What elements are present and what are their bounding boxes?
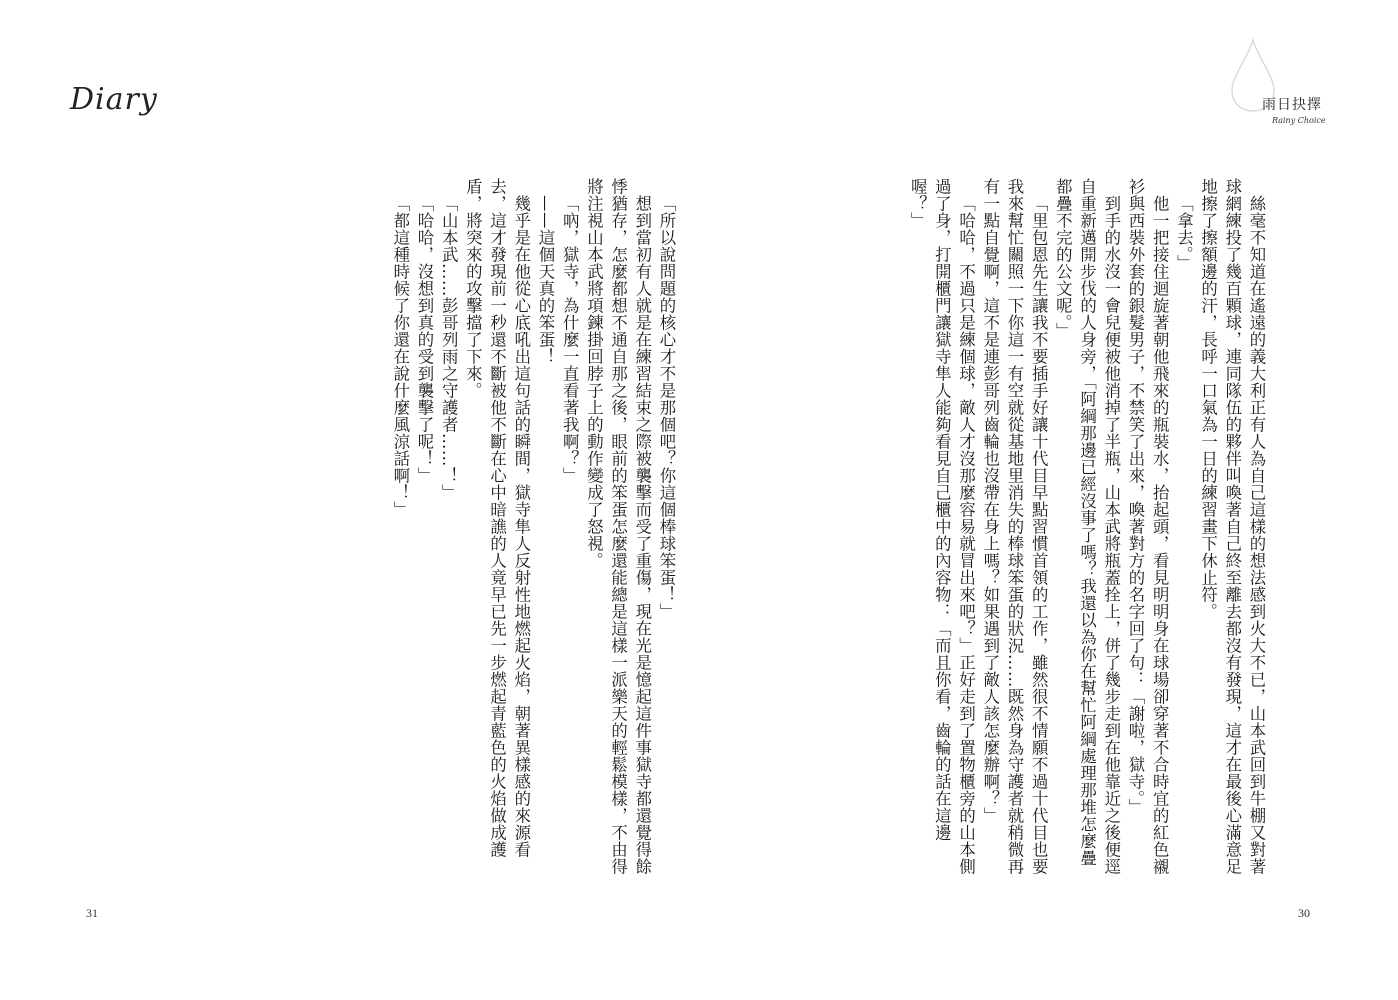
paragraph: 「哈哈，沒想到真的受到襲擊了呢！」 (414, 195, 434, 484)
series-title: 雨日抉擇 (1262, 97, 1322, 113)
paragraph: 絲毫不知道在遙遠的義大利正有人為自己這樣的想法感到火大不已，山本武回到牛棚又對著球網練投了幾百顆球，連同隊伍的夥伴叫喚著自己終至離去都沒有發現，這才在最後心滿意足地擦了擦額邊的汗，長呼一口氣為一日的練習畫下休止符。 (1198, 178, 1266, 875)
series-subtitle: Rainy Choice (1272, 116, 1326, 125)
paragraph: 「吶，獄寺，為什麼一直看著我啊？」 (560, 195, 580, 484)
page-number-left: 31 (86, 906, 98, 920)
paragraph: 幾乎是在他從心底吼出這句話的瞬間，獄寺隼人反射性地燃起火焰，朝著異樣感的來源看去，這才發現前一秒還不斷被他不斷在心中暗譙的人竟早已先一步燃起青藍色的火焰做成護盾，將突來的攻擊擋了下來。 (463, 178, 531, 858)
right-page-body (708, 178, 1268, 878)
paragraph: 「拿去。」 (1174, 195, 1194, 272)
page-number-right: 30 (1298, 906, 1310, 920)
paragraph: 想到當初有人就是在練習結束之際被襲擊而受了重傷，現在光是憶起這件事獄寺都還覺得餘悸猶存，怎麼都想不通自那之後，眼前的笨蛋怎麼還能總是這樣一派樂天的輕鬆模樣，不由得將注視山本武將項鍊掛回脖子上的動作變成了怒視。 (584, 178, 652, 875)
left-page-body (118, 178, 678, 878)
paragraph: 「都這種時候了你還在說什麼風涼話啊！」 (390, 195, 410, 518)
paragraph: ——這個天真的笨蛋！ (535, 195, 555, 365)
paragraph: 「山本武……彭哥列雨之守護者……！」 (439, 195, 459, 501)
paragraph: 到手的水沒一會兒便被他消掉了半瓶，山本武將瓶蓋拴上，併了幾步走到在他靠近之後便逕自重新邁開步伐的人身旁，「阿綱那邊已經沒事了嗎？我還以為你在幫忙阿綱處理那堆怎麼疊都疊不完的公文呢。」 (1053, 178, 1121, 875)
paragraph: 「所以說問題的核心才不是那個吧？你這個棒球笨蛋！」 (657, 195, 676, 620)
paragraph: 他一把接住迴旋著朝他飛來的瓶裝水，抬起頭，看見明明身在球場卻穿著不合時宜的紅色襯衫與西裝外套的銀髮男子，不禁笑了出來，喚著對方的名字回了句：「謝啦，獄寺。」 (1125, 178, 1170, 875)
diary-logo: Diary (70, 82, 158, 117)
paragraph: 「里包恩先生讓我不要插手好讓十代目早點習慣首領的工作，雖然很不情願不過十代目也要我來幫忙關照一下你這一有空就從基地里消失的棒球笨蛋的狀況……既然身為守護者就稍微再有一點自覺啊，這不是連彭哥列齒輪也沒帶在身上嗎？如果遇到了敵人該怎麼辦啊？」 (980, 178, 1049, 875)
paragraph: 「哈哈，不過只是練個球，敵人才沒那麼容易就冒出來吧？」正好走到了置物櫃旁的山本側過了身，打開櫃門讓獄寺隼人能夠看見自己櫃中的內容物：「而且你看，齒輪的話在這邊喔？」 (908, 178, 976, 875)
